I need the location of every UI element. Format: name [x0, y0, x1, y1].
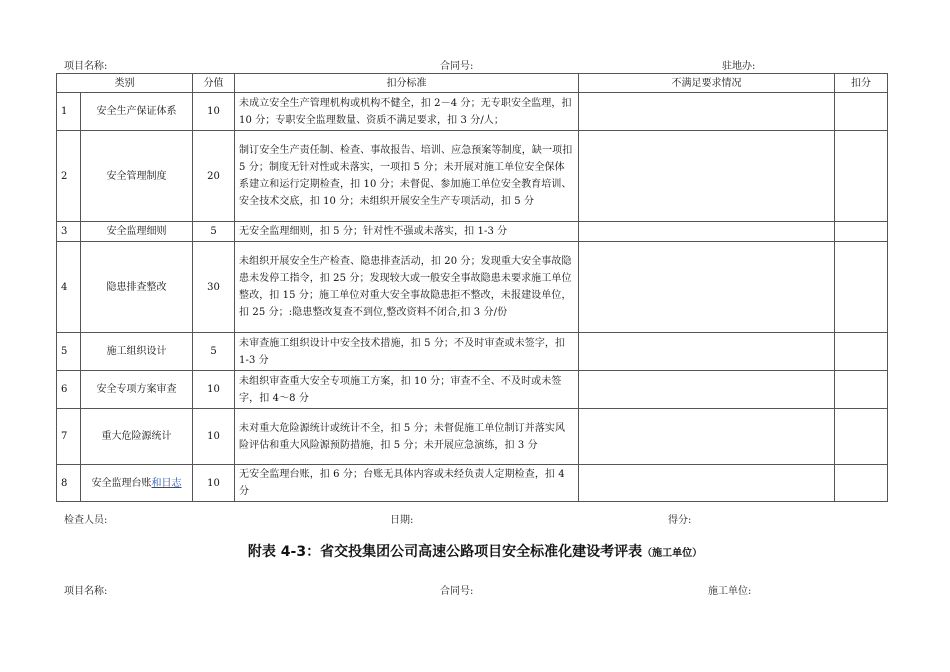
row-findings-cell[interactable] — [579, 371, 835, 409]
row-findings-cell[interactable] — [579, 465, 835, 502]
row-criteria: 无安全监理台账，扣 6 分；台账无具体内容或未经负责人定期检查，扣 4 分 — [235, 465, 579, 502]
row-criteria: 未成立安全生产管理机构或机构不健全，扣 2－4 分；无专职安全监理，扣 10 分；专职安全监理数量、资质不满足要求，扣 3 分/人； — [235, 93, 579, 131]
row-criteria: 未对重大危险源统计或统计不全，扣 5 分；未督促施工单位制订并落实风险评估和重大风险源预防措施，扣 5 分；未开展应急演练，扣 3 分 — [235, 409, 579, 465]
next-section-meta — [64, 582, 874, 598]
row-deduction-cell[interactable] — [835, 131, 888, 222]
next-section-title — [0, 541, 950, 561]
score-label: 得分: — [668, 515, 692, 526]
table-header-row — [57, 74, 888, 93]
row-deduction-cell[interactable] — [835, 465, 888, 502]
row-findings-cell[interactable] — [579, 333, 835, 371]
row-deduction-cell[interactable] — [835, 222, 888, 242]
row-index: 4 — [57, 242, 81, 333]
table-row — [57, 371, 888, 409]
row-findings-cell[interactable] — [579, 409, 835, 465]
row-deduction-cell[interactable] — [835, 371, 888, 409]
row-category: 重大危险源统计 — [81, 409, 193, 465]
row-findings-cell[interactable] — [579, 242, 835, 333]
col-header-findings: 不满足要求情况 — [579, 74, 835, 93]
row-score: 10 — [193, 93, 235, 131]
row-category: 施工组织设计 — [81, 333, 193, 371]
resident-office-label: 驻地办: — [722, 61, 756, 72]
table-row — [57, 242, 888, 333]
row-category: 安全监理细则 — [81, 222, 193, 242]
table-row — [57, 131, 888, 222]
row-deduction-cell[interactable] — [835, 333, 888, 371]
row-deduction-cell[interactable] — [835, 242, 888, 333]
inspector-label: 检查人员: — [64, 515, 108, 526]
date-label: 日期: — [390, 515, 414, 526]
table-row — [57, 333, 888, 371]
row-findings-cell[interactable] — [579, 93, 835, 131]
col-header-category: 类别 — [57, 74, 193, 93]
row-index: 3 — [57, 222, 81, 242]
col-header-score: 分值 — [193, 74, 235, 93]
evaluation-table — [56, 73, 888, 502]
row-findings-cell[interactable] — [579, 131, 835, 222]
row-criteria: 无安全监理细则，扣 5 分；针对性不强或未落实，扣 1-3 分 — [235, 222, 579, 242]
row-criteria: 未审查施工组织设计中安全技术措施，扣 5 分；不及时审查或未签字，扣 1-3 分 — [235, 333, 579, 371]
row-index: 7 — [57, 409, 81, 465]
next-section-title-text: 附表 4-3：省交投集团公司高速公路项目安全标准化建设考评表 — [247, 544, 643, 560]
col-header-deduction: 扣分 — [835, 74, 888, 93]
table-row — [57, 93, 888, 131]
row-criteria: 制订安全生产责任制、检查、事故报告、培训、应急预案等制度，缺一项扣 5 分；制度无针对性或未落实，一项扣 5 分；未开展对施工单位安全保体系建立和运行定期检查，扣 10 分；未督促、参加施工单位安全教育培训、安全技术交底，扣 10 分；未组织开展安全生产专项活动，扣 5 分 — [235, 131, 579, 222]
row-category: 安全监理台账 — [91, 477, 152, 489]
journal-link[interactable]: 和日志 — [151, 477, 182, 489]
contractor-label: 施工单位: — [708, 586, 752, 597]
row-score: 5 — [193, 222, 235, 242]
table-row — [57, 222, 888, 242]
row-score: 5 — [193, 333, 235, 371]
row-criteria: 未组织开展安全生产检查、隐患排查活动，扣 20 分；发现重大安全事故隐患未发停工指令，扣 25 分；发现较大或一般安全事故隐患未要求施工单位整改，扣 15 分；施工单位对重大安全事故隐患拒不整改，未报建设单位，扣 25 分；:隐患整改复查不到位,整改资料不闭合,扣 3 分/份 — [235, 242, 579, 333]
contract-no-label: 合同号: — [440, 61, 474, 72]
row-deduction-cell[interactable] — [835, 409, 888, 465]
row-deduction-cell[interactable] — [835, 93, 888, 131]
project-name-label: 项目名称: — [64, 61, 108, 72]
next-section-title-note: （施工单位） — [642, 548, 703, 559]
row-index: 5 — [57, 333, 81, 371]
row-index: 1 — [57, 93, 81, 131]
row-index: 6 — [57, 371, 81, 409]
row-category: 安全生产保证体系 — [81, 93, 193, 131]
row-category-cell — [81, 465, 193, 502]
row-category: 安全专项方案审查 — [81, 371, 193, 409]
row-score: 30 — [193, 242, 235, 333]
row-index: 2 — [57, 131, 81, 222]
row-score: 10 — [193, 371, 235, 409]
row-score: 20 — [193, 131, 235, 222]
col-header-criteria: 扣分标准 — [235, 74, 579, 93]
row-category: 安全管理制度 — [81, 131, 193, 222]
row-score: 10 — [193, 465, 235, 502]
footer-meta — [64, 511, 874, 527]
row-index: 8 — [57, 465, 81, 502]
row-category: 隐患排查整改 — [81, 242, 193, 333]
row-findings-cell[interactable] — [579, 222, 835, 242]
row-score: 10 — [193, 409, 235, 465]
table-row — [57, 409, 888, 465]
row-criteria: 未组织审查重大安全专项施工方案，扣 10 分；审查不全、不及时或未签字，扣 4～8 分 — [235, 371, 579, 409]
next-project-name-label: 项目名称: — [64, 586, 108, 597]
next-contract-no-label: 合同号: — [440, 586, 474, 597]
header-meta — [64, 57, 874, 73]
table-row — [57, 465, 888, 502]
